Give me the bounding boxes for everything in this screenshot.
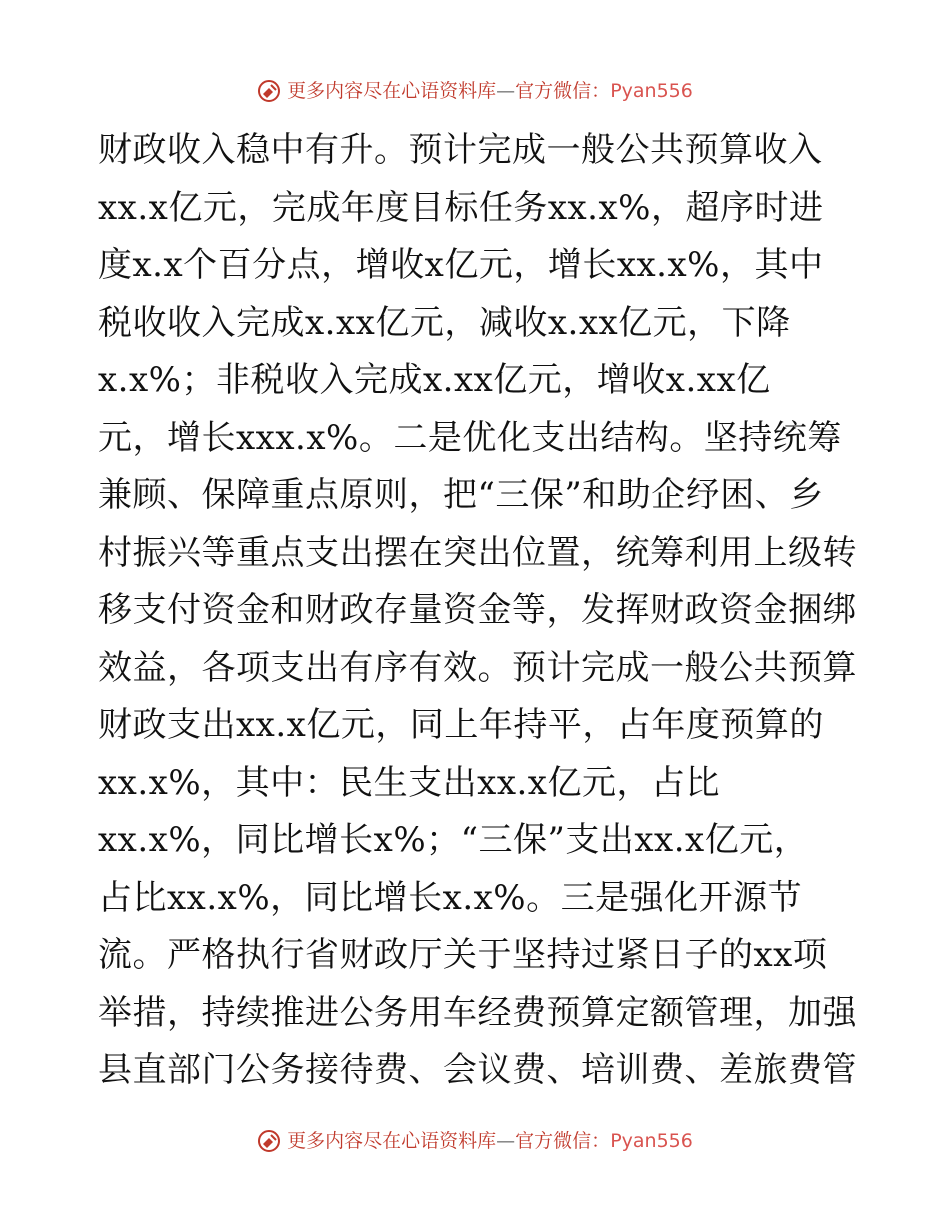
watermark-site-text: 更多内容尽在心语资料库 [287,80,497,102]
body-line: 占比xx.x%，同比增长x.x%。三是强化开源节 [98,877,803,918]
watermark-wechat-label: 官方微信： [515,80,611,102]
book-pen-logo-icon [257,1129,281,1153]
header-watermark [0,76,950,103]
body-line: 财政收入稳中有升。预计完成一般公共预算收入 [98,130,823,170]
watermark-wechat-id: Pyan556 [610,80,693,102]
body-line: 兼顾、保障重点原则，把“三保”和助企纾困、乡 [98,475,824,515]
book-pen-logo-icon [257,79,281,103]
watermark-dash: — [496,1130,516,1152]
body-line: 税收收入完成x.xx亿元，减收x.xx亿元，下降 [98,302,791,343]
watermark-wechat-label: 官方微信： [515,1130,611,1152]
body-line: xx.x%，其中：民生支出xx.x亿元，占比 [98,762,720,803]
body-line: 元，增长xxx.x%。二是优化支出结构。坚持统筹 [98,417,842,458]
body-line: 举措，持续推进公务用车经费预算定额管理，加强 [98,992,857,1033]
watermark-wechat-id: Pyan556 [610,1130,693,1152]
body-line: x.x%；非税收入完成x.xx亿元，增收x.xx亿 [98,360,771,400]
body-line: 县直部门公务接待费、会议费、培训费、差旅费管 [98,1050,857,1090]
watermark-dash: — [496,80,516,102]
body-line: 效益，各项支出有序有效。预计完成一般公共预算 [98,647,857,688]
watermark-site-text: 更多内容尽在心语资料库 [287,1130,497,1152]
body-line: 财政支出xx.x亿元，同上年持平，占年度预算的 [98,705,824,745]
document-body [98,122,858,1100]
footer-watermark [0,1126,950,1153]
body-line: 村振兴等重点支出摆在突出位置，统筹利用上级转 [98,532,857,573]
body-line: 移支付资金和财政存量资金等，发挥财政资金捆绑 [98,590,857,630]
body-line: 流。严格执行省财政厅关于坚持过紧日子的xx项 [98,935,828,975]
body-line: xx.x%，同比增长x%；“三保”支出xx.x亿元， [98,820,809,860]
body-line: 度x.x个百分点，增收x亿元，增长xx.x%，其中 [98,245,824,285]
body-line: xx.x亿元，完成年度目标任务xx.x%，超序时进 [98,187,824,228]
